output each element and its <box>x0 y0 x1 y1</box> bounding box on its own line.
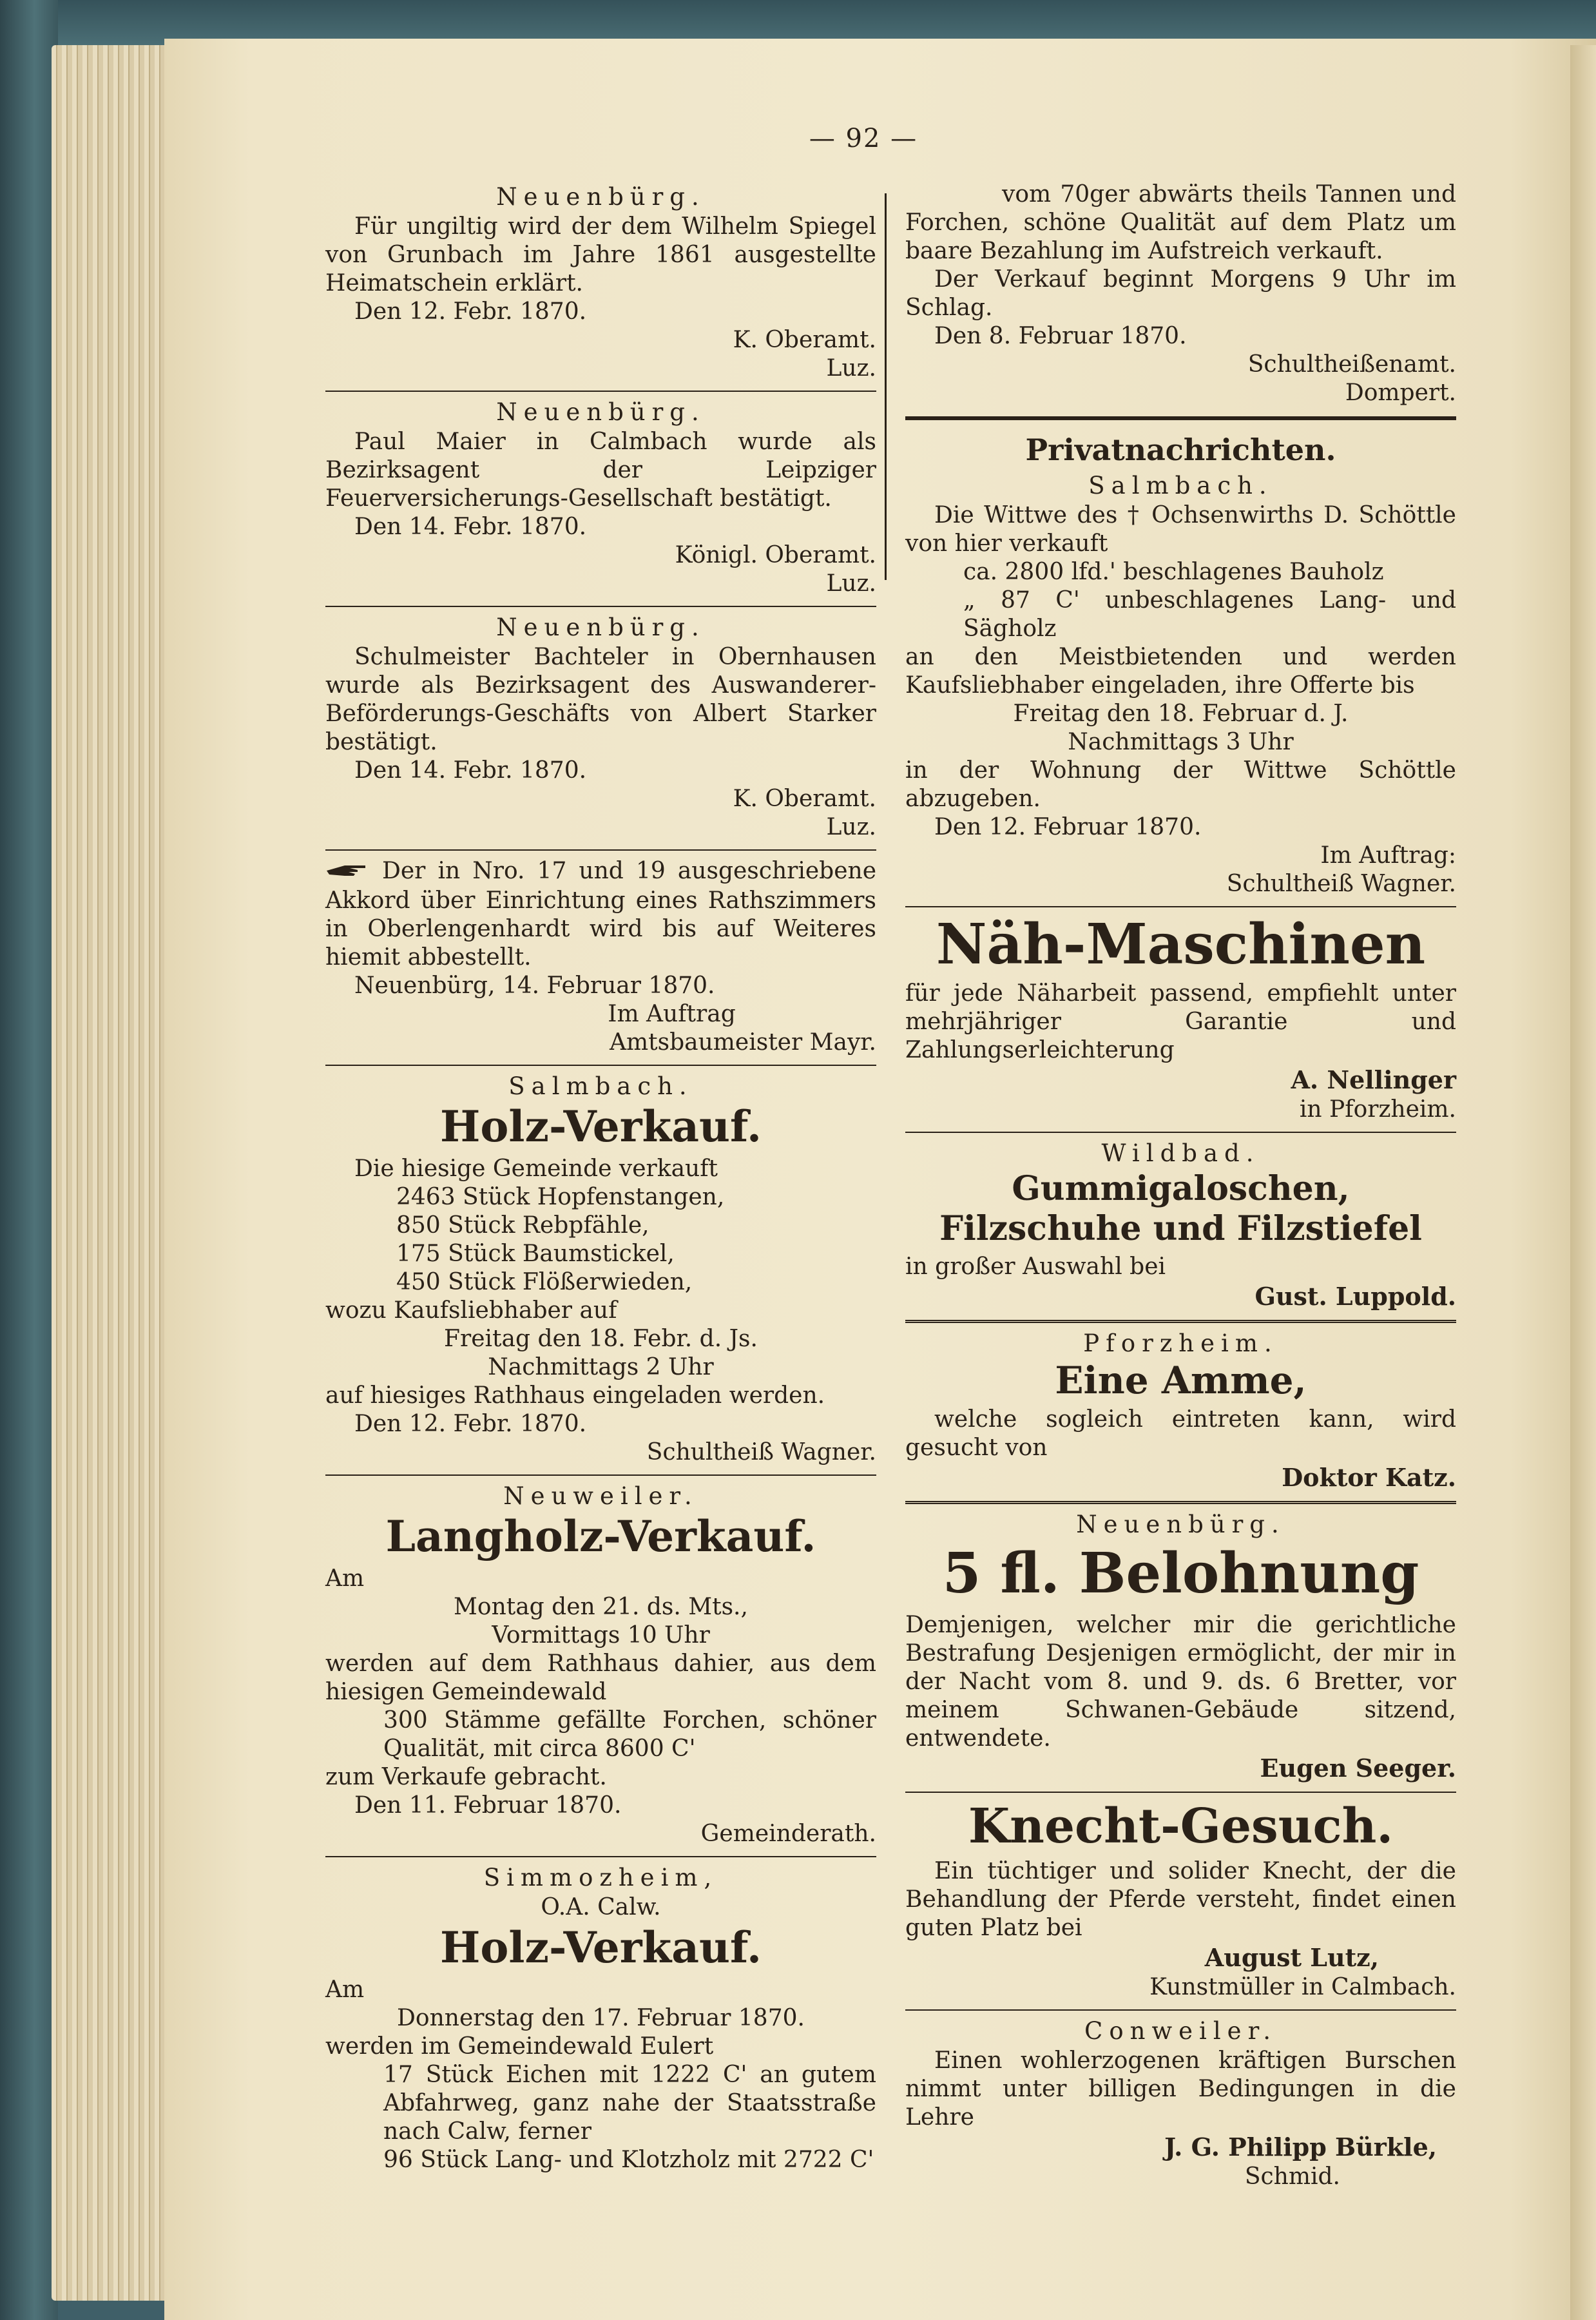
ad-naehmaschinen <box>905 914 1456 1124</box>
ad-date: Den 12. Februar 1870. <box>934 814 1202 840</box>
ad-date-line: Montag den 21. ds. Mts., <box>454 1594 748 1620</box>
notice-text: Für ungiltig wird der dem Wilhelm Spiegel von Grunbach im Jahre 1861 ausgestellte Heimatschein erklärt. <box>325 213 876 296</box>
ad-place: Pforzheim. <box>1083 1329 1278 1357</box>
ad-text: wozu Kaufsliebhaber auf <box>325 1297 617 1324</box>
notice-place: Neuenbürg. <box>496 398 706 426</box>
divider <box>325 849 876 851</box>
ad-date: Den 11. Februar 1870. <box>354 1792 622 1819</box>
notice-date: Den 14. Febr. 1870. <box>354 757 587 784</box>
ad-text: auf hiesiges Rathhaus eingeladen werden. <box>325 1382 825 1409</box>
ad-knecht-gesuch <box>905 1799 1456 2002</box>
ad-signature-name: Schultheiß Wagner. <box>1226 871 1456 897</box>
notice-signature-office: Im Auftrag <box>608 1001 736 1027</box>
ad-headline: Eine Amme, <box>1055 1358 1307 1402</box>
notice-signature-office: K. Oberamt. <box>733 327 876 353</box>
ad-signature: Eugen Seeger. <box>1260 1754 1456 1783</box>
ad-amme <box>905 1329 1456 1493</box>
ad-text: Demjenigen, welcher mir die gerichtliche Bestrafung Desjenigen ermöglicht, der mir in der Nacht vom 8. und 9. ds. 6 Bretter, vor meinem Schwanen-Gebäude sitzend, entwendete. <box>905 1612 1456 1752</box>
ad-text: Der Verkauf beginnt Morgens 9 Uhr im Schlag. <box>905 266 1456 321</box>
ad-text: Am <box>325 1977 365 2003</box>
notice-signature-name: Amtsbaumeister Mayr. <box>610 1029 876 1056</box>
ad-headline: Gummigaloschen, Filzschuhe und Filzstiefel <box>939 1169 1422 1248</box>
divider <box>325 1065 876 1066</box>
divider <box>905 2009 1456 2011</box>
ad-item: „ 87 C' unbeschlagenes Lang- und Sägholz <box>963 587 1456 642</box>
ad-headline: Näh-Maschinen <box>936 912 1426 977</box>
ad-item: 175 Stück Baumstickel, <box>396 1241 675 1267</box>
ad-text: werden im Gemeindewald Eulert <box>325 2033 714 2060</box>
ad-text: Ein tüchtiger und solider Knecht, der die Behandlung der Pferde versteht, findet einen guten Platz bei <box>905 1858 1456 1941</box>
divider <box>325 1856 876 1857</box>
section-rule <box>905 416 1456 420</box>
ad-text: in der Wohnung der Wittwe Schöttle abzugeben. <box>905 757 1456 812</box>
notice-signature-name: Luz. <box>826 570 876 597</box>
ad-continuation <box>905 180 1456 407</box>
ad-date: Den 12. Febr. 1870. <box>354 1411 587 1437</box>
ad-signature-title: Kunstmüller in Calmbach. <box>1149 1974 1456 2000</box>
notice-signature-name: Luz. <box>826 814 876 840</box>
ad-time-line: Vormittags 10 Uhr <box>492 1622 710 1648</box>
notice-text: Paul Maier in Calmbach wurde als Bezirksagent der Leipziger Feuerversicherungs-Gesellschaft bestätigt. <box>325 429 876 512</box>
ad-place: Conweiler. <box>1084 2017 1277 2045</box>
divider <box>905 906 1456 907</box>
divider <box>325 606 876 607</box>
ad-signature-office: Im Auftrag: <box>1320 842 1456 869</box>
ad-signature: Gust. Luppold. <box>1255 1282 1456 1311</box>
ad-text: zum Verkaufe gebracht. <box>325 1764 607 1790</box>
ad-lehrling-conweiler <box>905 2017 1456 2191</box>
ad-text: werden auf dem Rathhaus dahier, aus dem hiesigen Gemeindewald <box>325 1650 876 1705</box>
left-column <box>325 180 876 2174</box>
ad-place: Neuenbürg. <box>1076 1511 1285 1538</box>
notice-date: Den 12. Febr. 1870. <box>354 298 587 325</box>
ad-district: O.A. Calw. <box>541 1894 661 1920</box>
ad-text: in großer Auswahl bei <box>905 1253 1166 1280</box>
ad-signature-name: A. Nellinger <box>1291 1065 1456 1094</box>
notice-akkord <box>325 857 876 1057</box>
ad-place: Salmbach. <box>1088 472 1273 499</box>
ad-time-line: Nachmittags 3 Uhr <box>1068 729 1294 755</box>
page-number: — 92 — <box>809 124 918 153</box>
ad-date-line: Freitag den 18. Febr. d. Js. <box>444 1326 758 1352</box>
pointing-hand-icon <box>325 858 370 887</box>
divider <box>905 1320 1456 1323</box>
ad-signature-title: Schmid. <box>1244 2163 1340 2190</box>
next-page-edge <box>1570 45 1596 2320</box>
notice-signature-name: Luz. <box>826 355 876 382</box>
column-rule <box>885 193 887 580</box>
ad-item: 2463 Stück Hopfenstangen, <box>396 1184 725 1210</box>
divider <box>905 1132 1456 1133</box>
ad-date-line: Donnerstag den 17. Februar 1870. <box>397 2005 805 2031</box>
notice-bezirksagent-maier <box>325 398 876 598</box>
section-heading: Privatnachrichten. <box>1025 432 1336 467</box>
ad-place: Salmbach. <box>508 1072 693 1100</box>
notice-bezirksagent-bachteler <box>325 614 876 842</box>
notice-heimatschein <box>325 183 876 383</box>
book-spine <box>0 0 58 2320</box>
ad-item: 17 Stück Eichen mit 1222 C' an gutem Abfahrweg, ganz nahe der Staatsstraße nach Calw, ferner <box>383 2062 876 2145</box>
ad-text: für jede Näharbeit passend, empfiehlt unter mehrjähriger Garantie und Zahlungserleichterung <box>905 980 1456 1063</box>
notice-signature-office: K. Oberamt. <box>733 786 876 812</box>
ad-item: 300 Stämme gefällte Forchen, schöner Qualität, mit circa 8600 C' <box>383 1707 876 1762</box>
ad-headline: Langholz-Verkauf. <box>385 1511 816 1561</box>
ad-signature-office: Schultheißenamt. <box>1247 351 1456 378</box>
ad-intro: Die hiesige Gemeinde verkauft <box>354 1155 718 1182</box>
notice-place: Neuenbürg. <box>496 183 706 211</box>
ad-langholz-verkauf <box>325 1482 876 1848</box>
ad-text: Am <box>325 1565 365 1592</box>
ad-headline: Knecht-Gesuch. <box>968 1799 1394 1854</box>
right-column <box>905 180 1456 2191</box>
ad-belohnung <box>905 1511 1456 1784</box>
ad-signature-name: Dompert. <box>1345 380 1456 406</box>
divider <box>905 1501 1456 1504</box>
ad-headline: Holz-Verkauf. <box>440 1101 762 1152</box>
ad-date-line: Freitag den 18. Februar d. J. <box>1013 701 1349 727</box>
ad-headline: Holz-Verkauf. <box>440 1922 762 1973</box>
page-edges <box>52 45 180 2301</box>
ad-signature-place: in Pforzheim. <box>1299 1096 1456 1123</box>
ad-time-line: Nachmittags 2 Uhr <box>488 1354 714 1380</box>
notice-text: Schulmeister Bachteler in Obernhausen wurde als Bezirksagent des Auswanderer-Beförderungs-Geschäfts von Albert Starker bestätigt. <box>325 644 876 755</box>
notice-date: Neuenbürg, 14. Februar 1870. <box>354 972 715 999</box>
ad-item: ca. 2800 lfd.' beschlagenes Bauholz <box>963 559 1384 585</box>
divider <box>325 391 876 392</box>
ad-place: Simmozheim, <box>483 1864 718 1891</box>
ad-item: 96 Stück Lang- und Klotzholz mit 2722 C' <box>383 2147 874 2173</box>
ad-signature-name: J. G. Philipp Bürkle, <box>1164 2132 1437 2161</box>
ad-headline: 5 fl. Belohnung <box>942 1541 1419 1606</box>
ad-place: Neuweiler. <box>503 1482 698 1510</box>
ad-holz-verkauf-simmozheim <box>325 1864 876 2174</box>
notice-text: Der in Nro. 17 und 19 ausgeschriebene Akkord über Einrichtung eines Rathszimmers in Oberlengenhardt wird bis auf Weiteres hiemit abbestellt. <box>325 858 876 971</box>
ad-item: 450 Stück Flößerwieden, <box>396 1269 693 1295</box>
ad-signature: Schultheiß Wagner. <box>646 1439 876 1465</box>
ad-text: an den Meistbietenden und werden Kaufsliebhaber eingeladen, ihre Offerte bis <box>905 644 1456 699</box>
divider <box>325 1474 876 1476</box>
notice-place: Neuenbürg. <box>496 614 706 641</box>
ad-text: vom 70ger abwärts theils Tannen und Forchen, schöne Qualität auf dem Platz um baare Bezahlung im Aufstreich verkauft. <box>905 181 1456 264</box>
ad-signature-name: August Lutz, <box>1204 1943 1379 1972</box>
divider <box>905 1792 1456 1793</box>
ad-bauholz-salmbach <box>905 472 1456 898</box>
ad-text: Die Wittwe des † Ochsenwirths D. Schöttle von hier verkauft <box>905 502 1456 557</box>
ad-signature: Doktor Katz. <box>1282 1463 1456 1492</box>
ad-signature: Gemeinderath. <box>700 1821 876 1847</box>
ad-date: Den 8. Februar 1870. <box>934 323 1187 349</box>
ad-item: 850 Stück Rebpfähle, <box>396 1212 649 1239</box>
notice-date: Den 14. Febr. 1870. <box>354 514 587 540</box>
ad-place: Wildbad. <box>1101 1139 1260 1167</box>
notice-signature-office: Königl. Oberamt. <box>675 542 876 568</box>
ad-text: welche sogleich eintreten kann, wird gesucht von <box>905 1406 1456 1461</box>
ad-text: Einen wohlerzogenen kräftigen Burschen nimmt unter billigen Bedingungen in die Lehre <box>905 2047 1456 2131</box>
ad-gummigaloschen <box>905 1139 1456 1312</box>
ad-holz-verkauf-salmbach <box>325 1072 876 1467</box>
